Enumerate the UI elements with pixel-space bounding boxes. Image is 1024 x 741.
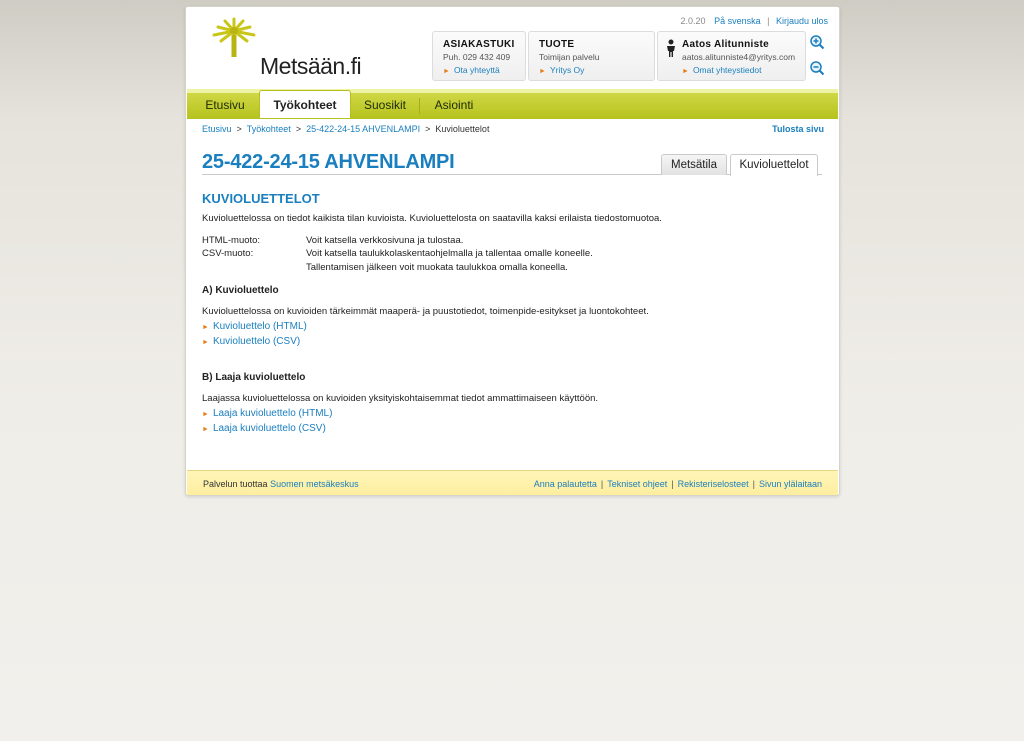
support-title: ASIAKASTUKI — [443, 39, 515, 50]
footer — [187, 470, 838, 495]
tree-person-icon — [206, 17, 266, 59]
list-item[interactable] — [202, 336, 300, 347]
nav-tab-tyokohteet[interactable]: Työkohteet — [259, 90, 351, 118]
laaja-kuvioluettelo-html-link[interactable]: Laaja kuvioluettelo (HTML) — [212, 408, 333, 419]
arrow-right-icon: ► — [443, 68, 450, 75]
contact-link[interactable] — [443, 65, 500, 75]
arrow-right-icon: ► — [202, 411, 209, 418]
nav-tab-etusivu[interactable]: Etusivu — [205, 98, 245, 112]
producer-link[interactable]: Suomen metsäkeskus — [270, 479, 359, 489]
technical-instructions-link[interactable]: Tekniset ohjeet — [607, 479, 668, 489]
page-container — [185, 6, 840, 496]
tab-metsatila[interactable]: Metsätila — [661, 154, 727, 175]
user-email: aatos.alitunniste4@yritys.com — [682, 52, 796, 62]
footer-links — [534, 479, 822, 489]
csv-format-label: CSV-muoto: — [202, 248, 254, 259]
section-a-desc: Kuvioluettelossa on kuvioiden tärkeimmät maaperä- ja puustotiedot, toimenpide-esitykset ja luontokohteet. — [202, 306, 649, 317]
html-format-label: HTML-muoto: — [202, 235, 261, 246]
zoom-in-icon[interactable] — [809, 34, 825, 50]
html-format-desc: Voit katsella verkkosivuna ja tulostaa. — [306, 235, 464, 246]
metsaan-logo[interactable] — [206, 17, 362, 79]
separator: | — [752, 479, 755, 489]
kuvioluettelo-html-link[interactable]: Kuvioluettelo (HTML) — [212, 321, 307, 332]
page-title: 25-422-24-15 AHVENLAMPI — [202, 151, 455, 173]
user-name: Aatos Alitunniste — [682, 39, 769, 50]
laaja-kuvioluettelo-csv-link[interactable]: Laaja kuvioluettelo (CSV) — [212, 423, 326, 434]
section-b-desc: Laajassa kuvioluettelossa on kuvioiden yksityiskohtaisemmat tiedot ammattimaiseen käyttöön. — [202, 393, 599, 404]
person-icon — [665, 39, 677, 57]
separator: | — [600, 479, 604, 489]
product-title: TUOTE — [539, 39, 575, 50]
print-page-link[interactable]: Tulosta sivu — [772, 124, 824, 134]
intro-text: Kuvioluettelossa on tiedot kaikista tilan kuvioista. Kuvioluettelosta on saatavilla kaksi erilaista tiedostomuotoa. — [202, 213, 662, 224]
section-heading: KUVIOLUETTELOT — [202, 191, 320, 206]
feedback-link[interactable]: Anna palautetta — [533, 479, 597, 489]
breadcrumb-separator: > — [295, 124, 302, 134]
product-subtitle: Toimijan palvelu — [539, 52, 600, 62]
separator: | — [671, 479, 674, 489]
arrow-right-icon: ► — [202, 426, 209, 433]
section-a-title: A) Kuvioluettelo — [202, 285, 279, 296]
list-item[interactable] — [202, 408, 332, 419]
breadcrumb — [202, 124, 489, 134]
csv-format-desc-2: Tallentamisen jälkeen voit muokata taulukkoa omalla koneella. — [306, 262, 568, 273]
list-item[interactable] — [202, 423, 326, 434]
arrow-right-icon: ► — [202, 339, 209, 346]
section-b-title: B) Laaja kuvioluettelo — [202, 372, 306, 383]
top-links — [681, 16, 828, 26]
user-box — [657, 31, 806, 81]
kuvioluettelo-csv-link[interactable]: Kuvioluettelo (CSV) — [212, 336, 301, 347]
nav-separator — [419, 98, 420, 114]
list-item[interactable] — [202, 321, 307, 332]
csv-format-desc-1: Voit katsella taulukkolaskentaohjelmalla ja tallentaa omalle koneelle. — [306, 248, 593, 259]
support-phone: Puh. 029 432 409 — [443, 52, 511, 62]
title-divider — [202, 174, 822, 175]
support-box — [432, 31, 526, 81]
separator: | — [767, 16, 770, 26]
swedish-language-link[interactable]: På svenska — [714, 16, 761, 26]
logout-link[interactable]: Kirjaudu ulos — [775, 16, 828, 26]
company-link-label: Yritys Oy — [549, 65, 585, 75]
zoom-out-icon[interactable] — [809, 60, 825, 76]
arrow-right-icon: ► — [539, 68, 546, 75]
footer-producer — [203, 479, 359, 489]
version-label: 2.0.20 — [680, 16, 706, 26]
back-to-top-link[interactable]: Sivun ylälaitaan — [758, 479, 822, 489]
tab-kuvioluettelot[interactable]: Kuvioluettelot — [730, 154, 818, 176]
arrow-right-icon: ► — [682, 68, 689, 75]
register-descriptions-link[interactable]: Rekisteriselosteet — [677, 479, 749, 489]
product-box — [528, 31, 655, 81]
logo-text: Metsään.fi — [260, 53, 362, 79]
own-contact-info-label: Omat yhteystiedot — [692, 65, 762, 75]
company-link[interactable] — [539, 65, 584, 75]
breadcrumb-tyokohteet[interactable]: Työkohteet — [246, 124, 291, 134]
own-contact-info-link[interactable] — [682, 65, 761, 75]
nav-tab-suosikit[interactable]: Suosikit — [363, 98, 407, 112]
nav-tab-asiointi[interactable]: Asiointi — [434, 98, 474, 112]
producer-prefix: Palvelun tuottaa — [203, 479, 268, 489]
breadcrumb-target[interactable]: 25-422-24-15 AHVENLAMPI — [306, 124, 421, 134]
breadcrumb-separator: > — [236, 124, 242, 134]
breadcrumb-current: Kuvioluettelot — [435, 124, 490, 134]
breadcrumb-etusivu[interactable]: Etusivu — [202, 124, 232, 134]
arrow-right-icon: ► — [202, 324, 209, 331]
contact-link-label: Ota yhteyttä — [453, 65, 500, 75]
main-nav — [187, 89, 838, 119]
breadcrumb-separator: > — [425, 124, 431, 134]
